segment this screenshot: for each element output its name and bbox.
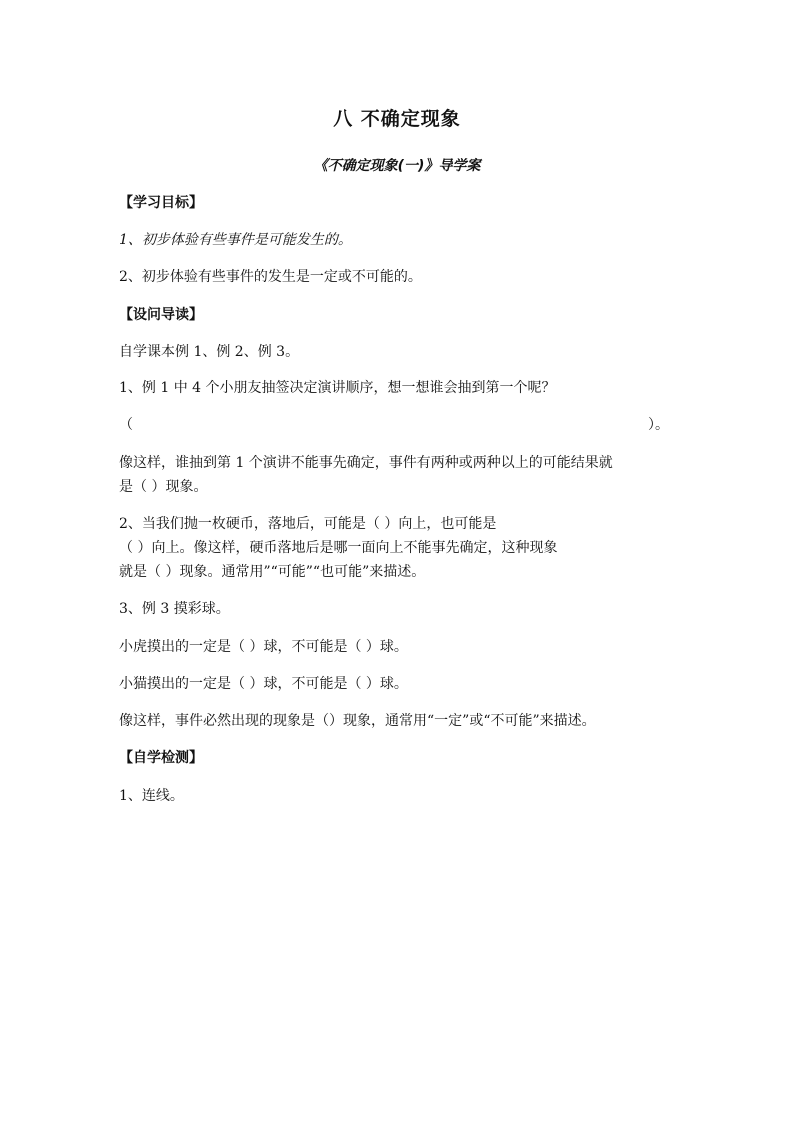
blank-close-paren: ）。 xyxy=(648,417,669,433)
question-1-explain-line-1: 像这样，谁抽到第 1 个演讲不能事先确定，事件有两种或两种以上的可能结果就 xyxy=(119,455,613,471)
question-1-answer-blank xyxy=(119,414,669,434)
guide-heading: 【设问导读】 xyxy=(119,307,203,323)
question-3-cat: 小猫摸出的一定是（ ）球，不可能是（ ）球。 xyxy=(119,676,408,692)
question-2-line-2: （ ）向上。像这样，硬币落地后是哪一面向上不能事先确定，这种现象 xyxy=(119,540,558,556)
goal-2: 2、初步体验有些事件的发生是一定或不可能的。 xyxy=(119,269,422,285)
question-1-explain-line-2: 是（ ）现象。 xyxy=(119,479,208,495)
question-3-explain: 像这样，事件必然出现的现象是（）现象，通常用“一定”或“不可能”来描述。 xyxy=(119,713,596,729)
question-3: 3、例 3 摸彩球。 xyxy=(119,601,230,617)
check-heading: 【自学检测】 xyxy=(119,750,203,766)
question-3-tiger: 小虎摸出的一定是（ ）球，不可能是（ ）球。 xyxy=(119,639,408,655)
goals-heading: 【学习目标】 xyxy=(119,195,203,211)
page-subtitle: 《不确定现象(一)》导学案 xyxy=(313,158,481,174)
page-title: 八 不确定现象 xyxy=(333,108,461,130)
question-1: 1、例 1 中 4 个小朋友抽签决定演讲顺序，想一想谁会抽到第一个呢？ xyxy=(119,380,556,396)
guide-intro: 自学课本例 1、例 2、例 3。 xyxy=(119,344,300,360)
question-2-line-3: 就是（ ）现象。通常用”“可能”“也可能”来描述。 xyxy=(119,564,426,580)
question-2-line-1: 2、当我们抛一枚硬币，落地后，可能是（ ）向上，也可能是 xyxy=(119,516,497,532)
goal-1: 1、初步体验有些事件是可能发生的。 xyxy=(119,232,352,248)
blank-open-paren: （ xyxy=(119,417,133,433)
check-1: 1、连线。 xyxy=(119,788,184,804)
